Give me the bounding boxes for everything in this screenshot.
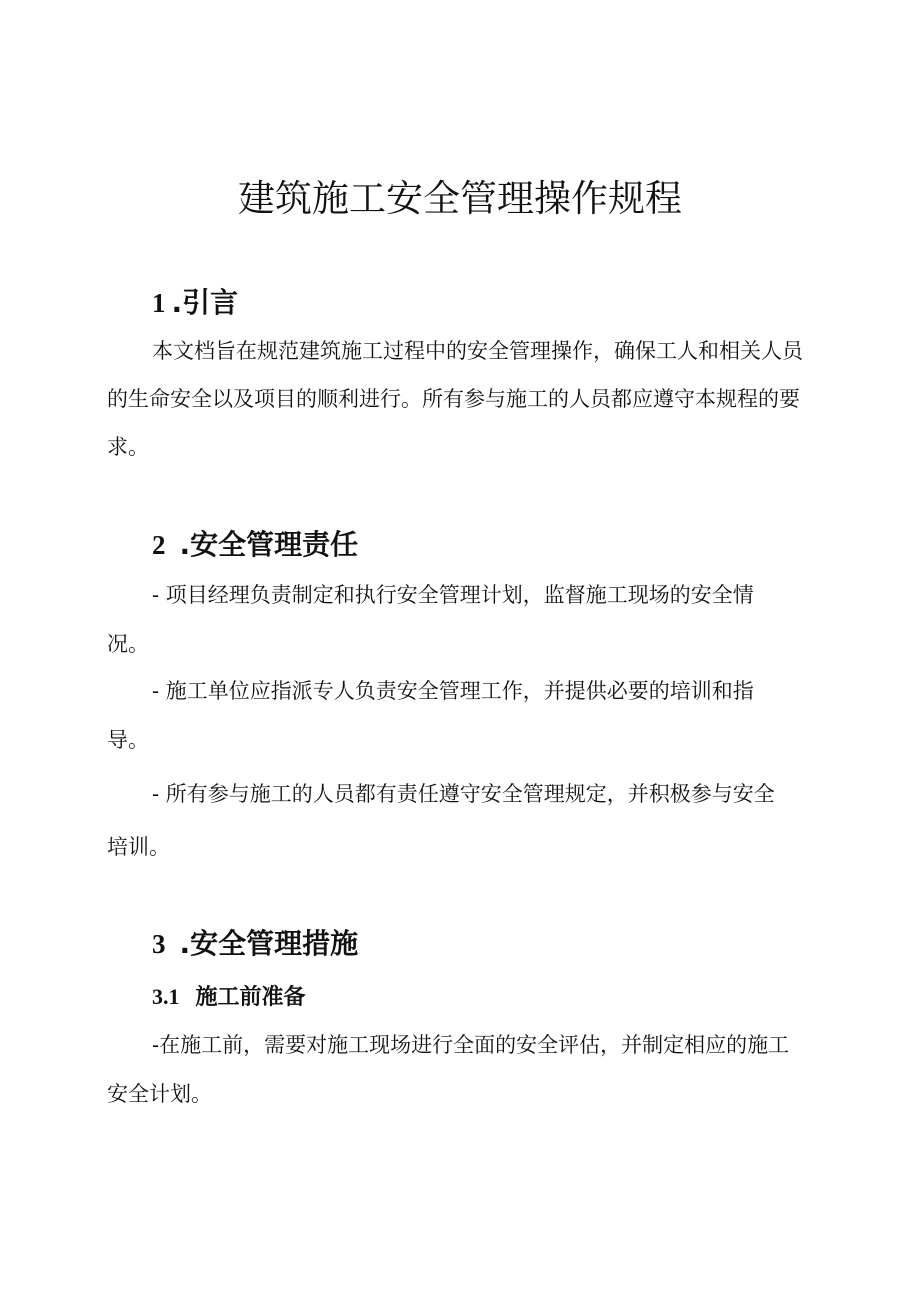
list-item-line: 培训。 [107,835,170,859]
section-number: 3 [152,929,166,959]
section-title: .安全管理措施 [179,927,359,960]
section-heading-measures [152,924,358,964]
paragraph-line: 本文档旨在规范建筑施工过程中的安全管理操作，确保工人和相关人员 [152,339,803,363]
section-number: 1 [152,288,166,318]
section-number: 2 [152,530,166,560]
list-item-line: 导。 [107,728,149,752]
subsection-title: 施工前准备 [195,985,306,1010]
section-title: .引言 [171,286,239,319]
list-item-line: - 施工单位应指派专人负责安全管理工作，并提供必要的培训和指 [152,679,754,703]
paragraph-line: 求。 [107,435,149,459]
section-heading-introduction [152,283,238,323]
paragraph-line: 的生命安全以及项目的顺利进行。所有参与施工的人员都应遵守本规程的要 [107,387,800,411]
document-title: 建筑施工安全管理操作规程 [238,177,682,220]
list-item-line: - 所有参与施工的人员都有责任遵守安全管理规定，并积极参与安全 [152,782,775,806]
list-item-line: 况。 [107,632,149,656]
section-heading-responsibility [152,525,358,565]
list-item-line: - 项目经理负责制定和执行安全管理计划，监督施工现场的安全情 [152,583,754,607]
paragraph-line: 安全计划。 [107,1082,212,1106]
subsection-heading [152,980,306,1015]
section-title: .安全管理责任 [179,528,359,561]
paragraph-line: -在施工前，需要对施工现场进行全面的安全评估，并制定相应的施工 [152,1033,790,1057]
subsection-number: 3.1 [152,984,180,1009]
